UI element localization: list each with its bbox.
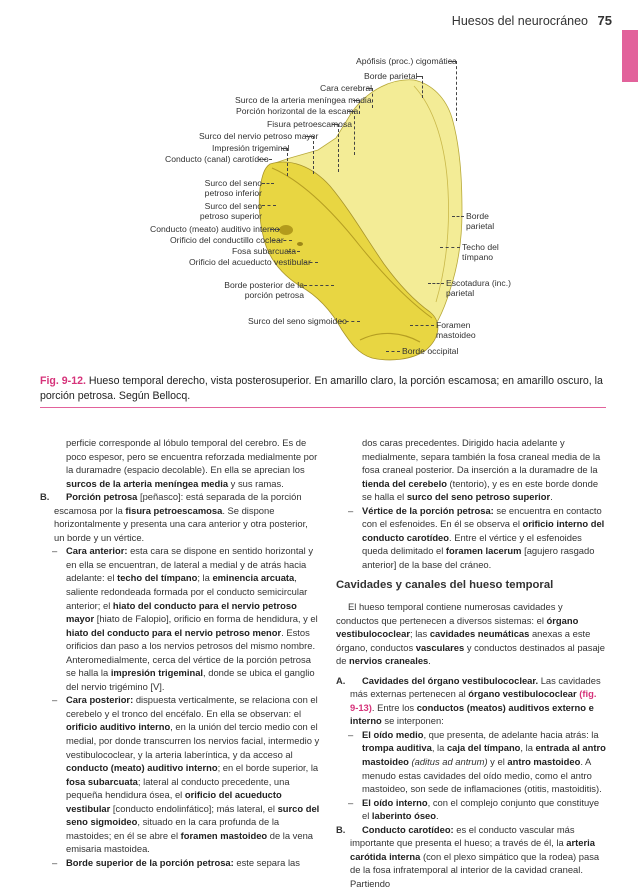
section-heading: Cavidades y canales del hueso temporal [336,579,554,592]
vertice: – Vértice de la porción petrosa: se encuentra en contacto con el esfenoides. En él se observa el orificio interno del conducto carotídeo. Entre el vértice y el esfenoides queda delimitado el foramen lacerum [agujero rasgado anterior] de la base del cráneo. [348,504,605,570]
label-greater-petrosal-groove: Surco del nervio petroso mayor [199,131,319,141]
label-carotid-canal: Conducto (canal) carotídeo [165,154,269,164]
page-number: 75 [597,13,612,28]
label-parietal-border-top: Borde parietal [364,71,418,81]
label-superior-petrosal-groove: Surco del seno petroso superior [199,201,262,221]
label-vestibular-aqueduct: Orificio del acueducto vestibular [189,257,311,267]
caption-text: Hueso temporal derecho, vista posterosuperior. En amarillo claro, la porción escamosa; en amarillo oscuro, la porción petrosa. Según Bellocq. [40,375,603,402]
running-header: Huesos del neurocráneo [451,14,588,28]
left-column [40,436,320,870]
right-column [336,436,606,891]
label-posterior-border-petrous: Borde posterior de la porción petrosa [224,280,304,300]
label-cerebral-surface: Cara cerebral [320,83,373,93]
label-parietal-notch: Escotadura (inc.) parietal [446,278,511,298]
figure-ref: Fig. 9-12. [40,375,86,387]
oido-medio: – El oído medio, que presenta, de adelante hacia atrás: la trompa auditiva, la caja del tímpano, la entrada al antro mastoideo (aditus ad antrum) y el antro mastoideo. A menudo estas cavidades del oído medio, como el antro mastoideo, son sede de inflamaciones (otitis, mastoiditis). [348,728,606,795]
caption-divider [40,407,606,408]
figure-link[interactable]: (fig. 9-13) [350,688,597,713]
label-trigeminal-impression: Impresión trigeminal [212,143,290,153]
borde-superior: – Borde superior de la porción petrosa: este separa las [52,856,300,868]
label-petrosquamous-fissure: Fisura petroescamosa [267,119,353,129]
label-inferior-petrosal-groove: Surco del seno petroso inferior [204,178,262,198]
label-zygomatic-process: Apófisis (proc.) cigomática [356,56,457,66]
section-b: B. Porción petrosa [peñasco]: está separada de la porción escamosa por la fisura petroescamosa. Se dispone horizontalmente y presenta una cara anterior y otra posterior, un borde y un vértice. [40,491,308,543]
label-sigmoid-sinus-groove: Surco del seno sigmoideo [248,316,347,326]
oido-interno: – El oído interno, con el complejo conjunto que constituye el laberinto óseo. [348,796,600,822]
label-tegmen-tympani: Techo del tímpano [462,242,499,262]
label-internal-acoustic-meatus: Conducto (meato) auditivo interno [150,224,280,234]
label-horizontal-squama: Porción horizontal de la escama [236,106,359,116]
section-b-right: B. Conducto carotídeo: es el conducto vascular más importante que presenta el hueso; a través de él, la arteria carótida interna (con el plexo simpático que la rodea) pasa de la fosa infratemporal al interior de la cavidad craneal. Partiendo [336,823,600,889]
cara-posterior: – Cara posterior: dispuesta verticalmente, se relaciona con el cerebelo y el tronco del encéfalo. En ella se observan: el orificio auditivo interno, en la unión del tercio medio con el medial, por donde transcurren los nervios facial, intermedio y vestibulococlear, y la arteria laberíntica, y da acceso al conducto (meato) auditivo interno; en el borde superior, la fosa subarcuata; lateral al conducto precedente, una pequeña hendidura ósea, el orificio del acueducto vestibular [conducto endolinfático]; más lateral, el surco del seno sigmoideo, situado en la cara profunda de la mastoides; en él se abre el foramen mastoideo de la vena emisaria mastoidea. [52,694,320,855]
label-middle-meningeal-groove: Surco de la arteria meníngea media [235,95,372,105]
paragraph: perficie corresponde al lóbulo temporal del cerebro. Es de poco espesor, pero se encuentra reforzada medialmente por la duramadre (espacio decolable). En ella se aprecian los surcos de la arteria meníngea media y sus ramas. [66,437,318,489]
figure-temporal-bone [0,40,638,370]
label-subarcuate-fossa: Fosa subarcuata [232,246,297,256]
label-parietal-border-right: Borde parietal [466,211,495,231]
label-mastoid-foramen: Foramen mastoideo [436,320,476,340]
internal-acoustic-meatus [279,225,293,235]
intro-paragraph: El hueso temporal contiene numerosas cavidades y conductos que pertenecen a diversos sistemas: el órgano vestibulococlear; las cavidades neumáticas anexas a este órgano, conductos vasculares y conductos destinados al pasaje de nervios craneales. [336,601,605,667]
subarcuate-fossa [297,242,303,246]
section-a: A. Cavidades del órgano vestibulococlear. Las cavidades más externas pertenecen al órgano vestibulococlear (fig. 9-13). Entre los conductos (meatos) auditivos externo e interno se interponen: [336,674,601,727]
cara-anterior: – Cara anterior: esta cara se dispone en sentido horizontal y en ella se encuentran, de lateral a medial y de atrás hacia adelante: el techo del tímpano; la eminencia arcuata, saliente redondeada formada por el conducto semicircular anterior; el hiato del conducto para el nervio petroso mayor [hiato de Falopio], orificio en forma de hendidura, y el hiato del conducto para el nervio petroso menor. Estos orificios dan paso a los nervios petrosos del mismo nombre. Anteromedialmente, cerca del vértice de la porción petrosa se halla la impresión trigeminal, donde se ubica el ganglio del nervio trigémino [V]. [52,545,318,692]
label-cochlear-canaliculus: Orificio del conductillo coclear [170,235,284,245]
figure-caption [40,374,606,404]
paragraph: dos caras precedentes. Dirigido hacia adelante y medialmente, separa también la fosa craneal media de la fosa craneal posterior. Da inserción a la duramadre de la tienda del cerebelo (tentorio), y es en este borde donde se halla el surco del seno petroso superior. [362,437,601,503]
label-occipital-border: Borde occipital [402,346,459,356]
